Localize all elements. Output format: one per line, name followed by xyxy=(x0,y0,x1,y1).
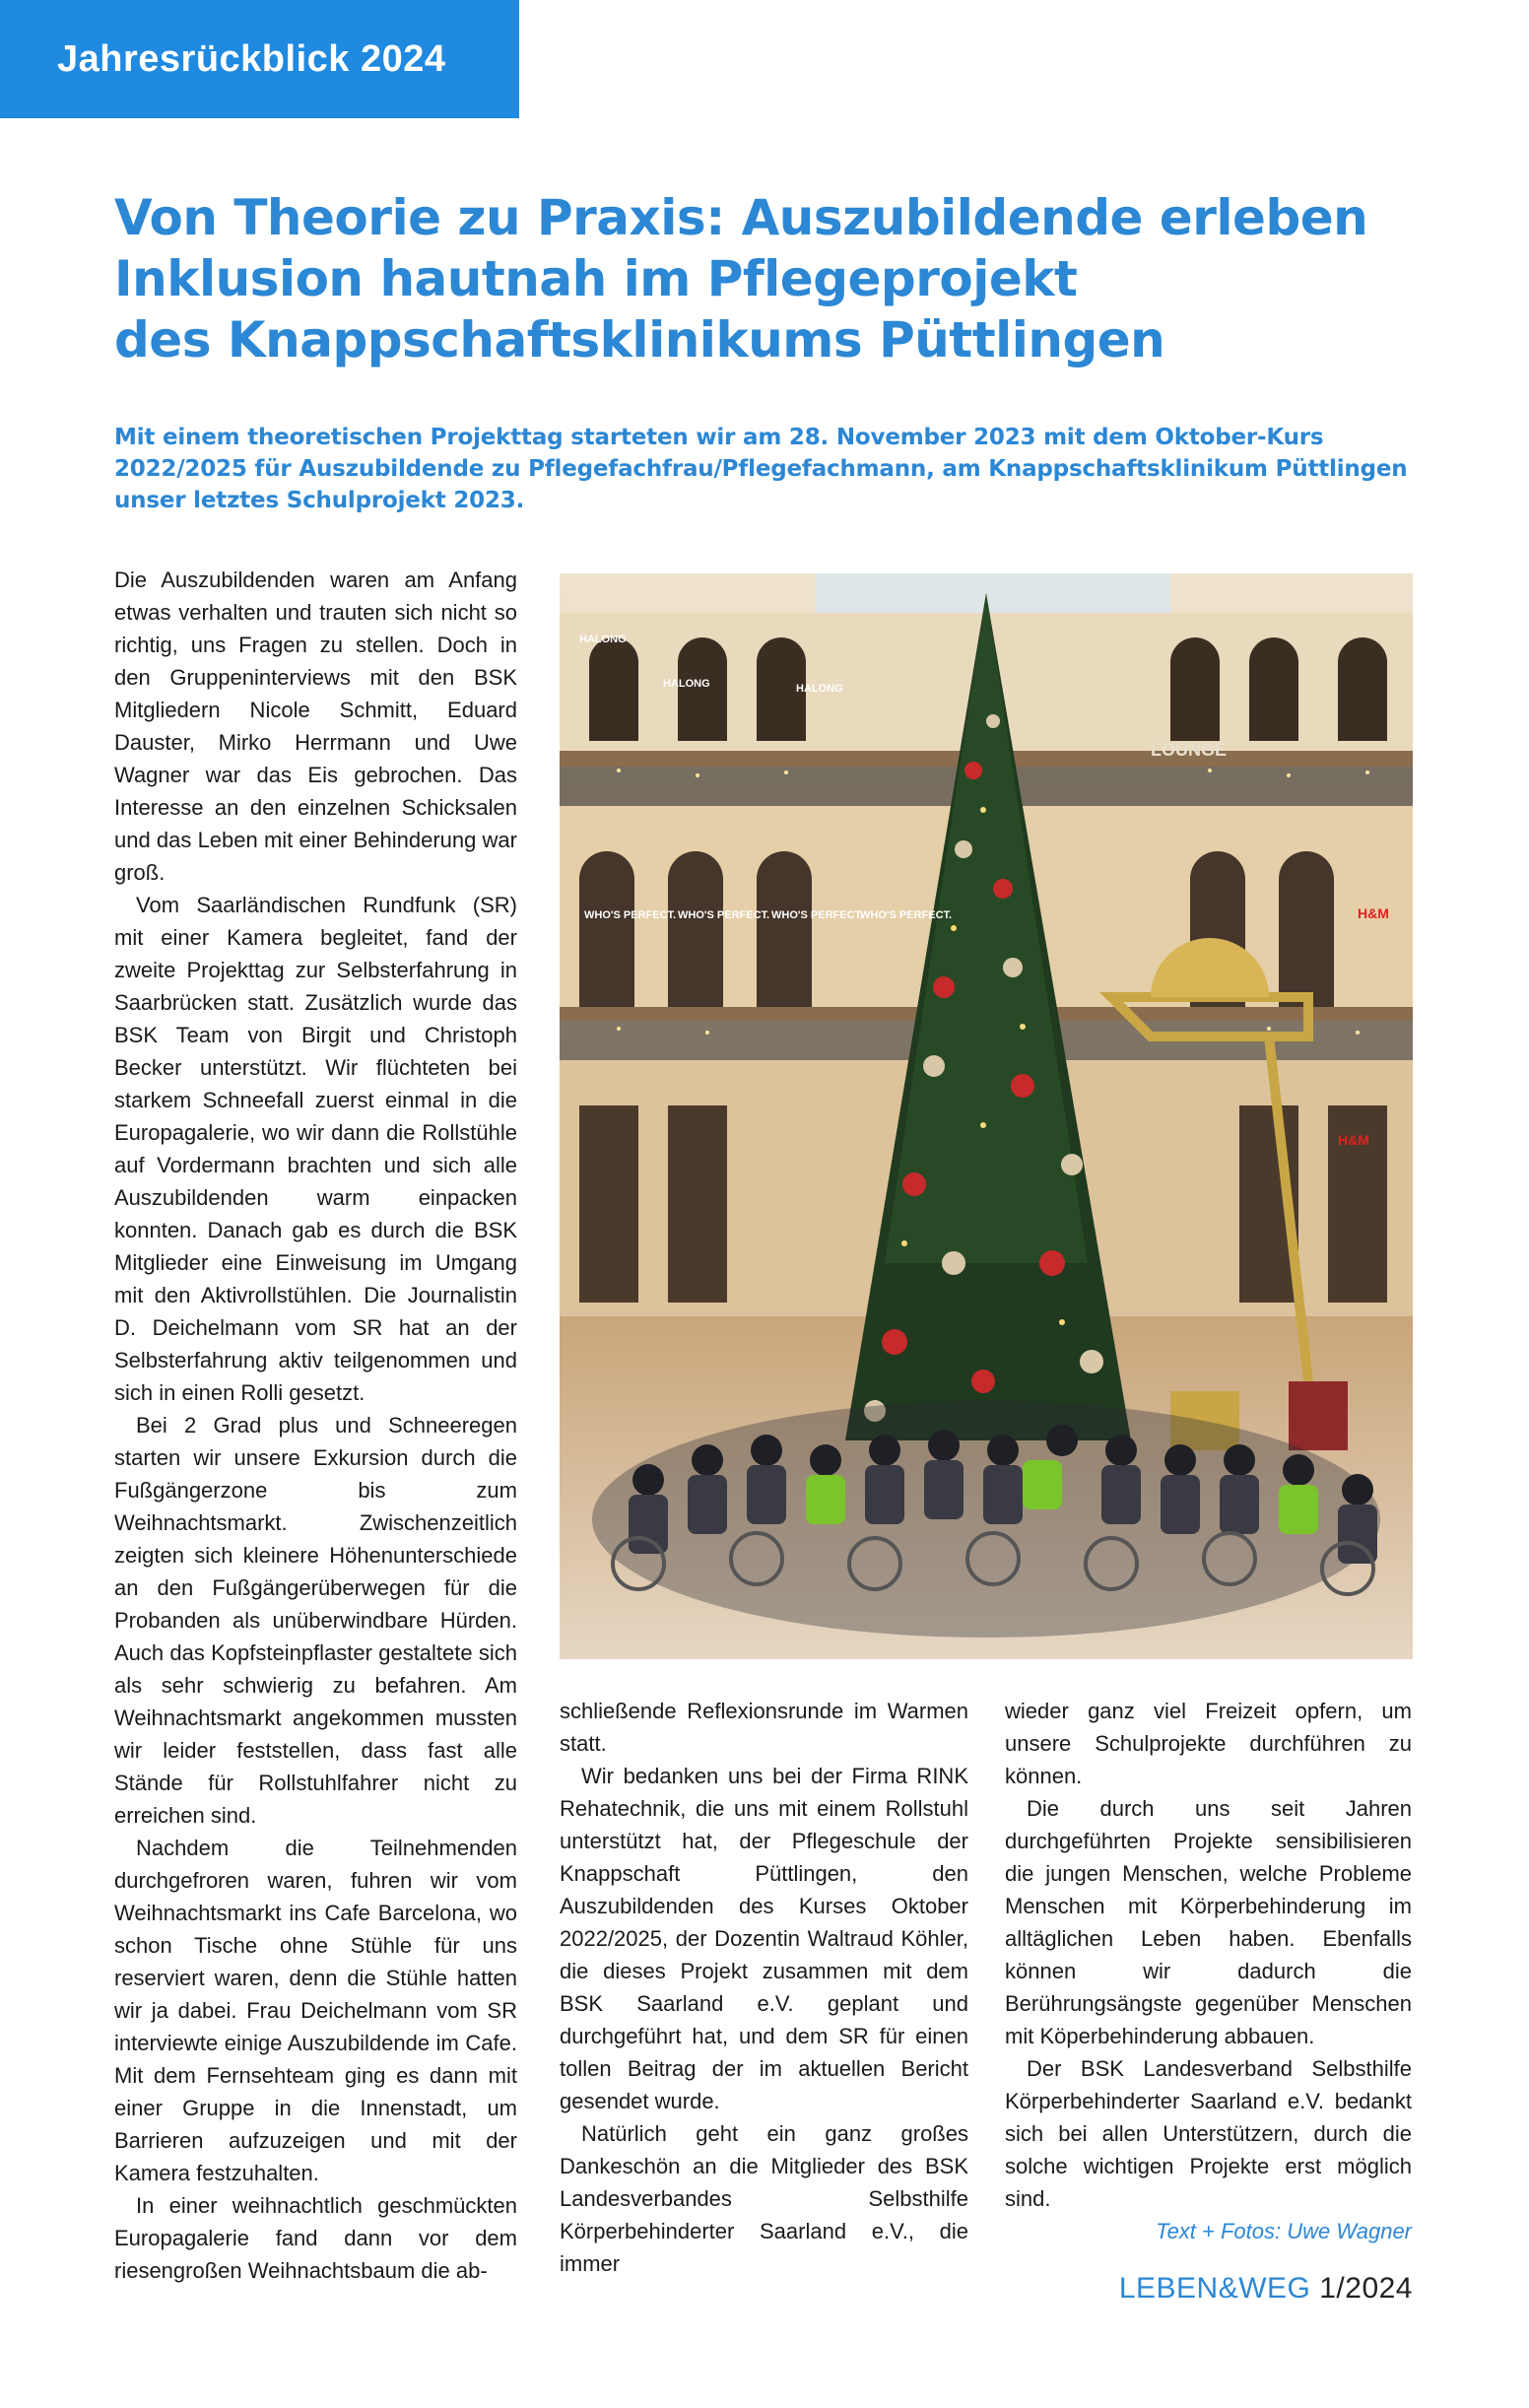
text-column-3 xyxy=(1005,1695,1412,2247)
paragraph: Bei 2 Grad plus und Schneeregen starten wir unsere Exkursion durch die Fußgängerzone bis zum Weihnachtsmarkt. Zwischenzeitlich zeigten sich kleinere Höhenunterschiede an den Fußgängerüberwegen für die Probanden als unüberwindbare Hürden. Auch das Kopfsteinpflaster gestaltete sich als sehr schwierig zu befahren. Am Weihnachtsmarkt angekommen mussten wir leider feststellen, dass fast alle Stände für Rollstuhlfahrer nicht zu erreichen sind. xyxy=(114,1413,517,1828)
shop-sign: WHO'S PERFECT. xyxy=(860,909,953,921)
issue-number: 1/2024 xyxy=(1319,2272,1413,2305)
text-column-2 xyxy=(560,1695,968,2280)
shop-sign: H&M xyxy=(1338,1132,1369,1148)
text-column-1 xyxy=(114,564,517,2287)
paragraph: wieder ganz viel Freizeit opfern, um unsere Schulprojekte durchführen zu können. xyxy=(1005,1699,1412,1788)
headline-line: Inklusion hautnah im Pflegeprojekt xyxy=(114,250,1078,307)
section-tab: Jahresrückblick 2024 xyxy=(0,0,519,118)
shop-sign: HALONG xyxy=(663,678,710,690)
author-credit: Text + Fotos: Uwe Wagner xyxy=(1156,2219,1412,2243)
shop-sign: WHO'S PERFECT. xyxy=(584,909,677,921)
article-headline xyxy=(114,187,1415,370)
shop-sign: HALONG xyxy=(579,634,627,645)
paragraph: Die Auszubildenden waren am Anfang etwas verhalten und trauten sich nicht so richtig, uns Fragen zu stellen. Doch in den Gruppeninterviews mit den BSK Mitgliedern Nicole Schmitt, Eduard Dauster, Mirko Herrmann und Uwe Wagner war das Eis gebrochen. Das Interesse an den einzelnen Schicksalen und das Leben mit einer Behinderung war groß. xyxy=(114,568,517,885)
magazine-brand: LEBEN&WEG xyxy=(1118,2272,1311,2305)
shop-sign: LOUNGE xyxy=(1151,740,1228,760)
shop-sign: H&M xyxy=(1358,905,1389,921)
paragraph: Die durch uns seit Jahren durchgeführten Projekte sensibilisieren die jungen Menschen, welche Probleme Menschen mit Körperbehinderung im alltäglichen Leben haben. Ebenfalls können wir dadurch die Berührungsängste gegenüber Menschen mit Köperbehinderung abbauen. xyxy=(1005,1796,1412,2048)
paragraph: Vom Saarländischen Rundfunk (SR) mit einer Kamera begleitet, fand der zweite Projekttag zur Selbsterfahrung in Saarbrücken statt. Zusätzlich wurde das BSK Team von Birgit und Christoph Becker unterstützt. Wir flüchteten bei starkem Schneefall zuerst einmal in die Europagalerie, wo wir dann die Rollstühle auf Vordermann brachten und sich alle Auszubildenden warm einpacken konnten. Danach gab es durch die BSK Mitglieder eine Einweisung im Umgang mit den Aktivrollstühlen. Die Journalistin D. Deichelmann vom SR hat an der Selbsterfahrung aktiv teilgenommen und sich in einen Rolli gesetzt. xyxy=(114,893,517,1405)
paragraph: schließende Reflexionsrunde im Warmen statt. xyxy=(560,1699,968,1756)
page-footer xyxy=(1119,2272,1413,2306)
group-photo-christmas-tree xyxy=(560,573,1413,1659)
shop-sign: HALONG xyxy=(796,683,843,695)
paragraph: Wir bedanken uns bei der Firma RINK Rehatechnik, die uns mit einem Rollstuhl unterstützt hat, der Pflegeschule der Knappschaft Püttlingen, den Auszubildenden des Kurses Oktober 2022/2025, der Dozentin Waltraud Köhler, die dieses Projekt zusammen mit dem BSK Saarland e.V. geplant und durchgeführt hat, und dem SR für einen tollen Beitrag der im aktuellen Bericht gesendet wurde. xyxy=(560,1764,968,2113)
paragraph: In einer weihnachtlich geschmückten Europagalerie fand dann vor dem riesengroßen Weihnachtsbaum die ab- xyxy=(114,2193,517,2283)
shop-sign: WHO'S PERFECT. xyxy=(678,909,770,921)
paragraph: Der BSK Landesverband Selbsthilfe Körperbehinderter Saarland e.V. bedankt sich bei allen Unterstützern, durch die solche wichtigen Projekte erst möglich sind. xyxy=(1005,2056,1412,2211)
headline-line: des Knappschaftsklinikums Püttlingen xyxy=(114,311,1165,368)
article-lead: Mit einem theoretischen Projekttag starteten wir am 28. November 2023 mit dem Oktober-Kurs 2022/2025 für Auszubildende zu Pflegefachfrau/Pflegefachmann, am Knappschaftsklinikum Püttlingen unser letztes Schulprojekt 2023. xyxy=(114,425,1408,513)
shop-sign: WHO'S PERFECT. xyxy=(771,909,864,921)
paragraph: Natürlich geht ein ganz großes Dankeschön an die Mitglieder des BSK Landesverbandes Selbsthilfe Körperbehinderter Saarland e.V., die immer xyxy=(560,2121,968,2276)
headline-line: Von Theorie zu Praxis: Auszubildende erleben xyxy=(114,189,1368,246)
paragraph: Nachdem die Teilnehmenden durchgefroren waren, fuhren wir vom Weihnachtsmarkt ins Cafe Barcelona, wo schon Tische ohne Stühle für uns reserviert waren, denn die Stühle hatten wir ja dabei. Frau Deichelmann vom SR interviewte einige Auszubildende im Cafe. Mit dem Fernsehteam ging es dann mit einer Gruppe in die Innenstadt, um Barrieren aufzuzeigen und mit der Kamera festzuhalten. xyxy=(114,1836,517,2185)
